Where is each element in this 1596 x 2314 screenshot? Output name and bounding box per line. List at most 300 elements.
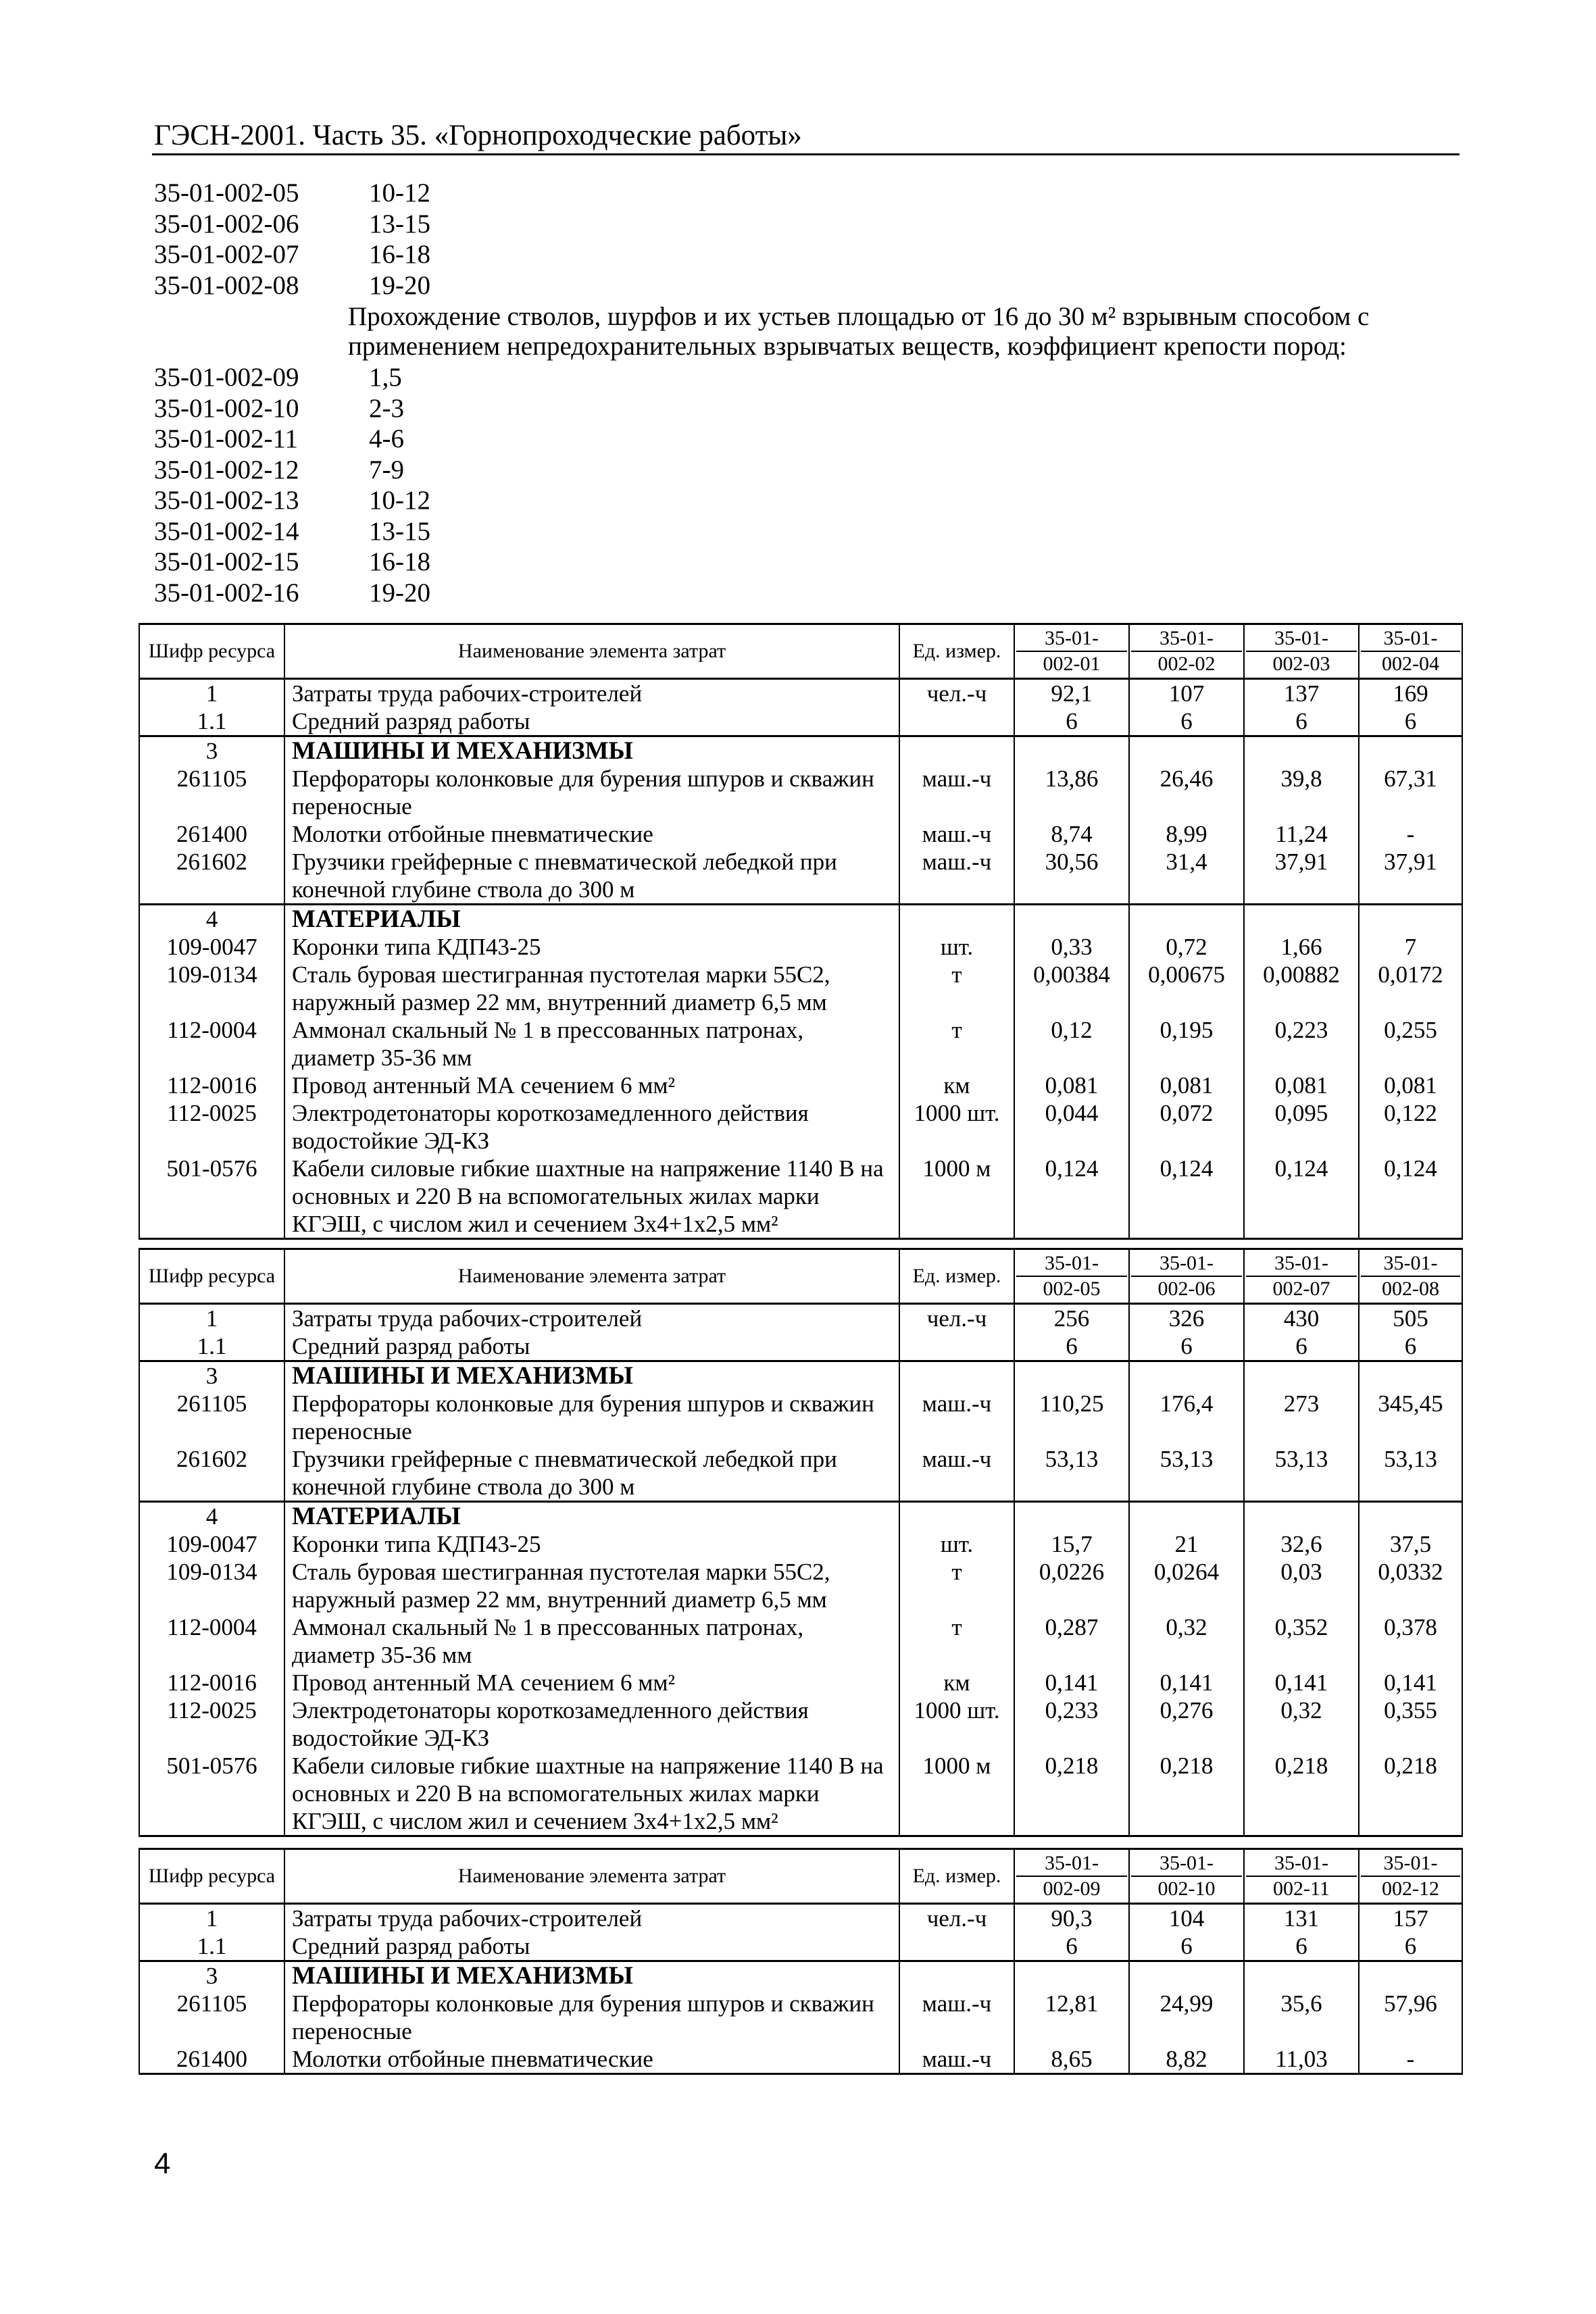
value-cell: 110,25 — [1014, 1390, 1129, 1445]
unit-cell: маш.-ч — [899, 1445, 1014, 1502]
value-cell — [1359, 736, 1462, 765]
unit-cell — [899, 736, 1014, 765]
unit-cell — [899, 1961, 1014, 1990]
value-cell: 0,072 — [1129, 1099, 1244, 1155]
resource-code-cell: 109-0134 — [139, 961, 284, 1016]
cost-name-cell: Коронки типа КДП43-25 — [284, 1530, 899, 1558]
value-cell: 6 — [1129, 707, 1244, 736]
rock-hardness-value: 19-20 — [369, 270, 430, 300]
cost-name-cell: Затраты труда рабочих-строителей — [284, 679, 899, 708]
value-cell: 0,141 — [1244, 1669, 1359, 1696]
table-row — [139, 1502, 1462, 1531]
value-cell: 6 — [1129, 1932, 1244, 1961]
value-cell: 104 — [1129, 1904, 1244, 1933]
header-norm-code-top: 35-01- — [1016, 626, 1127, 652]
value-cell: 137 — [1244, 679, 1359, 708]
value-cell: 6 — [1244, 1932, 1359, 1961]
resource-code-cell: 112-0025 — [139, 1696, 284, 1752]
cost-name-cell: Молотки отбойные пневматические — [284, 2045, 899, 2074]
header-norm-code — [1244, 1249, 1359, 1304]
rock-hardness-value: 2-3 — [369, 393, 404, 423]
value-cell: 26,46 — [1129, 765, 1244, 820]
rock-hardness-value: 4-6 — [369, 424, 404, 453]
value-cell: 57,96 — [1359, 1990, 1462, 2045]
rock-hardness-value: 7-9 — [369, 455, 404, 484]
header-resource-code: Шифр ресурса — [139, 624, 284, 679]
code-line — [154, 393, 404, 424]
header-norm-code-top: 35-01- — [1016, 1851, 1127, 1877]
header-norm-code — [1359, 1249, 1462, 1304]
code-line — [154, 516, 430, 547]
header-norm-code-top: 35-01- — [1246, 1251, 1357, 1277]
value-cell: 0,218 — [1244, 1752, 1359, 1836]
value-cell: 92,1 — [1014, 679, 1129, 708]
value-cell: 0,0226 — [1014, 1558, 1129, 1613]
value-cell: 1,66 — [1244, 933, 1359, 961]
value-cell: 107 — [1129, 679, 1244, 708]
unit-cell: маш.-ч — [899, 765, 1014, 820]
value-cell: 0,124 — [1359, 1155, 1462, 1239]
resource-code-cell: 3 — [139, 1961, 284, 1990]
header-norm-code-bottom: 002-05 — [1043, 1278, 1101, 1300]
unit-cell: маш.-ч — [899, 1990, 1014, 2045]
rock-hardness-value: 1,5 — [369, 363, 402, 392]
header-resource-code: Шифр ресурса — [139, 1249, 284, 1304]
resource-code-cell: 261400 — [139, 2045, 284, 2074]
value-cell: 0,0332 — [1359, 1558, 1462, 1613]
cost-name-cell: Средний разряд работы — [284, 1332, 899, 1361]
unit-cell — [899, 1361, 1014, 1390]
value-cell: 53,13 — [1014, 1445, 1129, 1502]
value-cell: 273 — [1244, 1390, 1359, 1445]
norm-code: 35-01-002-07 — [154, 240, 299, 269]
header-norm-code-bottom: 002-12 — [1382, 1878, 1439, 1900]
resource-code-cell: 501-0576 — [139, 1752, 284, 1836]
resource-code-cell: 261602 — [139, 848, 284, 905]
value-cell: 0,223 — [1244, 1016, 1359, 1072]
value-cell: 0,00384 — [1014, 961, 1129, 1016]
value-cell: 53,13 — [1129, 1445, 1244, 1502]
unit-cell: т — [899, 961, 1014, 1016]
unit-cell: т — [899, 1016, 1014, 1072]
resource-code-cell: 109-0047 — [139, 933, 284, 961]
unit-cell — [899, 905, 1014, 934]
table-row — [139, 765, 1462, 820]
table-row — [139, 1696, 1462, 1752]
unit-cell: 1000 м — [899, 1155, 1014, 1239]
value-cell: 430 — [1244, 1304, 1359, 1333]
value-cell: 0,124 — [1014, 1155, 1129, 1239]
value-cell: 0,141 — [1359, 1669, 1462, 1696]
value-cell: 0,00675 — [1129, 961, 1244, 1016]
unit-cell: 1000 шт. — [899, 1099, 1014, 1155]
value-cell — [1129, 905, 1244, 934]
norm-code: 35-01-002-09 — [154, 363, 299, 392]
table-row — [139, 1669, 1462, 1696]
unit-cell — [899, 1932, 1014, 1961]
norm-code: 35-01-002-14 — [154, 516, 299, 546]
header-norm-code-bottom: 002-06 — [1157, 1278, 1216, 1300]
value-cell: 0,044 — [1014, 1099, 1129, 1155]
cost-name-cell: Электродетонаторы короткозамедленного действия водостойкие ЭД-КЗ — [284, 1696, 899, 1752]
value-cell: 0,124 — [1244, 1155, 1359, 1239]
header-norm-code-bottom: 002-11 — [1273, 1878, 1330, 1900]
value-cell: 0,081 — [1129, 1072, 1244, 1099]
cost-name-cell: Молотки отбойные пневматические — [284, 820, 899, 848]
unit-cell: шт. — [899, 933, 1014, 961]
table-row — [139, 905, 1462, 934]
header-norm-code — [1129, 1249, 1244, 1304]
cost-name-cell: Грузчики грейферные с пневматической лебедкой при конечной глубине ствола до 300 м — [284, 848, 899, 905]
value-cell: 169 — [1359, 679, 1462, 708]
code-line — [154, 209, 430, 240]
code-line — [154, 178, 430, 209]
value-cell: 0,12 — [1014, 1016, 1129, 1072]
unit-cell: шт. — [899, 1530, 1014, 1558]
cost-name-cell: Аммонал скальный № 1 в прессованных патронах, диаметр 35-36 мм — [284, 1016, 899, 1072]
table-row — [139, 933, 1462, 961]
value-cell: 0,218 — [1359, 1752, 1462, 1836]
header-norm-code-top: 35-01- — [1246, 1851, 1357, 1877]
cost-name-cell: Коронки типа КДП43-25 — [284, 933, 899, 961]
unit-cell — [899, 707, 1014, 736]
resource-code-cell: 261105 — [139, 1990, 284, 2045]
header-divider — [152, 153, 1460, 155]
cost-name-cell: Сталь буровая шестигранная пустотелая марки 55С2, наружный размер 22 мм, внутренний диаметр 6,5 мм — [284, 961, 899, 1016]
value-cell — [1014, 1961, 1129, 1990]
header-unit: Ед. измер. — [899, 1849, 1014, 1904]
resource-code-cell: 261602 — [139, 1445, 284, 1502]
value-cell: 0,141 — [1014, 1669, 1129, 1696]
section-heading-cell: МАШИНЫ И МЕХАНИЗМЫ — [284, 736, 899, 765]
value-cell — [1244, 1502, 1359, 1531]
norm-code: 35-01-002-06 — [154, 209, 299, 238]
code-line — [154, 362, 402, 393]
value-cell — [1244, 905, 1359, 934]
value-cell: 0,255 — [1359, 1016, 1462, 1072]
resource-code-cell: 109-0134 — [139, 1558, 284, 1613]
header-norm-code — [1129, 624, 1244, 679]
table-row — [139, 1613, 1462, 1669]
value-cell — [1359, 1502, 1462, 1531]
value-cell: 0,0264 — [1129, 1558, 1244, 1613]
resource-code-cell: 501-0576 — [139, 1155, 284, 1239]
header-cost-name: Наименование элемента затрат — [284, 624, 899, 679]
section-heading-cell: МАШИНЫ И МЕХАНИЗМЫ — [284, 1961, 899, 1990]
value-cell: 12,81 — [1014, 1990, 1129, 2045]
intro-paragraph: Прохождение стволов, шурфов и их устьев площадью от 16 до 30 м² взрывным способом с применением непредохранительных взрывчатых веществ, коэффициент крепости пород: — [348, 302, 1370, 361]
value-cell — [1359, 905, 1462, 934]
resource-code-cell: 3 — [139, 1361, 284, 1390]
value-cell: 67,31 — [1359, 765, 1462, 820]
resource-table — [139, 623, 1463, 1240]
value-cell: 0,124 — [1129, 1155, 1244, 1239]
value-cell: 6 — [1359, 707, 1462, 736]
table-row — [139, 679, 1462, 708]
value-cell: 37,91 — [1244, 848, 1359, 905]
unit-cell: км — [899, 1072, 1014, 1099]
resource-code-cell: 112-0016 — [139, 1072, 284, 1099]
value-cell: 11,24 — [1244, 820, 1359, 848]
value-cell: 7 — [1359, 933, 1462, 961]
value-cell: 0,141 — [1129, 1669, 1244, 1696]
value-cell: 53,13 — [1359, 1445, 1462, 1502]
value-cell: 35,6 — [1244, 1990, 1359, 2045]
value-cell: 8,82 — [1129, 2045, 1244, 2074]
header-norm-code-bottom: 002-03 — [1272, 653, 1330, 675]
cost-name-cell: Затраты труда рабочих-строителей — [284, 1304, 899, 1333]
value-cell: - — [1359, 820, 1462, 848]
value-cell: 0,0172 — [1359, 961, 1462, 1016]
header-norm-code-bottom: 002-04 — [1382, 653, 1439, 675]
table-row — [139, 1390, 1462, 1445]
cost-name-cell: Грузчики грейферные с пневматической лебедкой при конечной глубине ствола до 300 м — [284, 1445, 899, 1502]
unit-cell: маш.-ч — [899, 820, 1014, 848]
value-cell: 0,32 — [1129, 1613, 1244, 1669]
cost-name-cell: Перфораторы колонковые для бурения шпуров и скважин переносные — [284, 1390, 899, 1445]
value-cell: 6 — [1129, 1332, 1244, 1361]
header-norm-code-bottom: 002-08 — [1382, 1278, 1439, 1300]
value-cell: 0,32 — [1244, 1696, 1359, 1752]
norm-code: 35-01-002-11 — [154, 424, 299, 453]
value-cell: 0,378 — [1359, 1613, 1462, 1669]
value-cell — [1244, 736, 1359, 765]
cost-name-cell: Провод антенный МА сечением 6 мм² — [284, 1072, 899, 1099]
value-cell — [1244, 1361, 1359, 1390]
cost-name-cell: Средний разряд работы — [284, 1932, 899, 1961]
value-cell: 15,7 — [1014, 1530, 1129, 1558]
norm-code: 35-01-002-10 — [154, 393, 299, 423]
resource-code-cell: 109-0047 — [139, 1530, 284, 1558]
resource-code-cell: 261105 — [139, 1390, 284, 1445]
value-cell — [1129, 1361, 1244, 1390]
value-cell — [1014, 1361, 1129, 1390]
cost-name-cell: Сталь буровая шестигранная пустотелая марки 55С2, наружный размер 22 мм, внутренний диаметр 6,5 мм — [284, 1558, 899, 1613]
value-cell: 6 — [1359, 1932, 1462, 1961]
norm-code: 35-01-002-05 — [154, 178, 299, 207]
table-row — [139, 1904, 1462, 1933]
header-norm-code-top: 35-01- — [1131, 626, 1242, 652]
cost-name-cell: Кабели силовые гибкие шахтные на напряжение 1140 В на основных и 220 В на вспомогательных жилах марки КГЭШ, с числом жил и сечением 3х4+1х2,5 мм² — [284, 1155, 899, 1239]
value-cell: 90,3 — [1014, 1904, 1129, 1933]
cost-name-cell: Затраты труда рабочих-строителей — [284, 1904, 899, 1933]
rock-hardness-value: 10-12 — [369, 486, 430, 515]
value-cell: 0,122 — [1359, 1099, 1462, 1155]
value-cell: 345,45 — [1359, 1390, 1462, 1445]
table-row — [139, 961, 1462, 1016]
unit-cell: маш.-ч — [899, 2045, 1014, 2074]
code-line — [154, 485, 430, 516]
unit-cell: чел.-ч — [899, 1904, 1014, 1933]
value-cell: 21 — [1129, 1530, 1244, 1558]
value-cell: 32,6 — [1244, 1530, 1359, 1558]
table-row — [139, 1961, 1462, 1990]
rock-hardness-value: 16-18 — [369, 547, 430, 576]
resource-code-cell: 1.1 — [139, 1932, 284, 1961]
value-cell: 11,03 — [1244, 2045, 1359, 2074]
value-cell: 0,03 — [1244, 1558, 1359, 1613]
resource-code-cell: 261400 — [139, 820, 284, 848]
header-norm-code — [1014, 624, 1129, 679]
unit-cell: 1000 шт. — [899, 1696, 1014, 1752]
norm-code: 35-01-002-12 — [154, 455, 299, 484]
value-cell: 0,33 — [1014, 933, 1129, 961]
resource-code-cell: 1.1 — [139, 1332, 284, 1361]
header-norm-code-top: 35-01- — [1361, 1851, 1460, 1877]
value-cell: 8,74 — [1014, 820, 1129, 848]
header-unit: Ед. измер. — [899, 1249, 1014, 1304]
value-cell: 24,99 — [1129, 1990, 1244, 2045]
table-header-row — [139, 1249, 1462, 1304]
value-cell: 6 — [1244, 1332, 1359, 1361]
rock-hardness-value: 16-18 — [369, 240, 430, 269]
value-cell: 6 — [1014, 707, 1129, 736]
header-norm-code-bottom: 002-02 — [1157, 653, 1216, 675]
resource-code-cell: 1 — [139, 1904, 284, 1933]
unit-cell: т — [899, 1613, 1014, 1669]
code-line — [154, 455, 404, 486]
resource-code-cell: 1 — [139, 679, 284, 708]
table-header-row — [139, 624, 1462, 679]
value-cell: 326 — [1129, 1304, 1244, 1333]
value-cell: 0,00882 — [1244, 961, 1359, 1016]
header-norm-code-top: 35-01- — [1131, 1851, 1242, 1877]
resource-code-cell: 4 — [139, 905, 284, 934]
value-cell: 176,4 — [1129, 1390, 1244, 1445]
value-cell: 0,081 — [1244, 1072, 1359, 1099]
table-row — [139, 2045, 1462, 2074]
header-cost-name: Наименование элемента затрат — [284, 1849, 899, 1904]
value-cell: 0,352 — [1244, 1613, 1359, 1669]
table-row — [139, 736, 1462, 765]
value-cell: 8,65 — [1014, 2045, 1129, 2074]
resource-code-cell: 112-0016 — [139, 1669, 284, 1696]
unit-cell: маш.-ч — [899, 1390, 1014, 1445]
rock-hardness-value: 10-12 — [369, 178, 430, 207]
section-heading-cell: МАШИНЫ И МЕХАНИЗМЫ — [284, 1361, 899, 1390]
value-cell: 0,287 — [1014, 1613, 1129, 1669]
header-norm-code — [1014, 1849, 1129, 1904]
table-row — [139, 1332, 1462, 1361]
table-row — [139, 1445, 1462, 1502]
rock-hardness-value: 19-20 — [369, 578, 430, 607]
norm-code: 35-01-002-16 — [154, 578, 299, 607]
resource-code-cell: 112-0004 — [139, 1016, 284, 1072]
value-cell: 256 — [1014, 1304, 1129, 1333]
value-cell: 37,5 — [1359, 1530, 1462, 1558]
table-row — [139, 1361, 1462, 1390]
value-cell: 0,233 — [1014, 1696, 1129, 1752]
header-norm-code-bottom: 002-01 — [1043, 653, 1101, 675]
table-row — [139, 1530, 1462, 1558]
resource-code-cell: 1.1 — [139, 707, 284, 736]
resource-code-cell: 112-0004 — [139, 1613, 284, 1669]
table-row — [139, 1304, 1462, 1333]
header-norm-code — [1244, 624, 1359, 679]
value-cell — [1014, 905, 1129, 934]
value-cell: 0,72 — [1129, 933, 1244, 961]
cost-name-cell: Электродетонаторы короткозамедленного действия водостойкие ЭД-КЗ — [284, 1099, 899, 1155]
table-row — [139, 1558, 1462, 1613]
header-cost-name: Наименование элемента затрат — [284, 1249, 899, 1304]
resource-code-cell: 112-0025 — [139, 1099, 284, 1155]
value-cell: 8,99 — [1129, 820, 1244, 848]
header-unit: Ед. измер. — [899, 624, 1014, 679]
resource-table — [139, 1848, 1463, 2075]
value-cell: 31,4 — [1129, 848, 1244, 905]
rock-hardness-value: 13-15 — [369, 516, 430, 546]
value-cell: 13,86 — [1014, 765, 1129, 820]
value-cell — [1359, 1961, 1462, 1990]
code-line — [154, 424, 404, 455]
table-row — [139, 1016, 1462, 1072]
header-norm-code — [1359, 624, 1462, 679]
norm-code: 35-01-002-15 — [154, 547, 299, 576]
cost-name-cell: Перфораторы колонковые для бурения шпуров и скважин переносные — [284, 765, 899, 820]
unit-cell: 1000 м — [899, 1752, 1014, 1836]
value-cell: 30,56 — [1014, 848, 1129, 905]
value-cell: 0,195 — [1129, 1016, 1244, 1072]
value-cell: 0,218 — [1129, 1752, 1244, 1836]
cost-name-cell: Провод антенный МА сечением 6 мм² — [284, 1669, 899, 1696]
header-norm-code-bottom: 002-07 — [1272, 1278, 1330, 1300]
value-cell — [1129, 1502, 1244, 1531]
table-row — [139, 1752, 1462, 1836]
value-cell — [1129, 1961, 1244, 1990]
value-cell: 157 — [1359, 1904, 1462, 1933]
cost-name-cell: Аммонал скальный № 1 в прессованных патронах, диаметр 35-36 мм — [284, 1613, 899, 1669]
norm-code: 35-01-002-13 — [154, 486, 299, 515]
value-cell — [1014, 736, 1129, 765]
value-cell: 0,081 — [1359, 1072, 1462, 1099]
value-cell: 6 — [1014, 1332, 1129, 1361]
table-row — [139, 1072, 1462, 1099]
value-cell: 6 — [1359, 1332, 1462, 1361]
value-cell: 0,081 — [1014, 1072, 1129, 1099]
table-header-row — [139, 1849, 1462, 1904]
unit-cell: т — [899, 1558, 1014, 1613]
rock-hardness-value: 13-15 — [369, 209, 430, 238]
table-row — [139, 848, 1462, 905]
unit-cell: чел.-ч — [899, 1304, 1014, 1333]
header-norm-code — [1014, 1249, 1129, 1304]
value-cell: 37,91 — [1359, 848, 1462, 905]
resource-code-cell: 3 — [139, 736, 284, 765]
table-row — [139, 1155, 1462, 1239]
header-norm-code — [1359, 1849, 1462, 1904]
value-cell: 6 — [1014, 1932, 1129, 1961]
code-line — [154, 547, 430, 578]
norm-code: 35-01-002-08 — [154, 270, 299, 300]
unit-cell — [899, 1332, 1014, 1361]
cost-name-cell: Кабели силовые гибкие шахтные на напряжение 1140 В на основных и 220 В на вспомогательных жилах марки КГЭШ, с числом жил и сечением 3х4+1х2,5 мм² — [284, 1752, 899, 1836]
table-row — [139, 707, 1462, 736]
resource-code-cell: 1 — [139, 1304, 284, 1333]
header-norm-code-bottom: 002-09 — [1043, 1878, 1101, 1900]
unit-cell — [899, 1502, 1014, 1531]
header-norm-code — [1244, 1849, 1359, 1904]
resource-code-cell: 4 — [139, 1502, 284, 1531]
table-row — [139, 1099, 1462, 1155]
header-norm-code-top: 35-01- — [1131, 1251, 1242, 1277]
code-line — [154, 578, 430, 609]
value-cell: 0,355 — [1359, 1696, 1462, 1752]
table-row — [139, 1932, 1462, 1961]
header-norm-code-top: 35-01- — [1246, 626, 1357, 652]
section-heading-cell: МАТЕРИАЛЫ — [284, 905, 899, 934]
value-cell — [1244, 1961, 1359, 1990]
header-norm-code — [1129, 1849, 1244, 1904]
